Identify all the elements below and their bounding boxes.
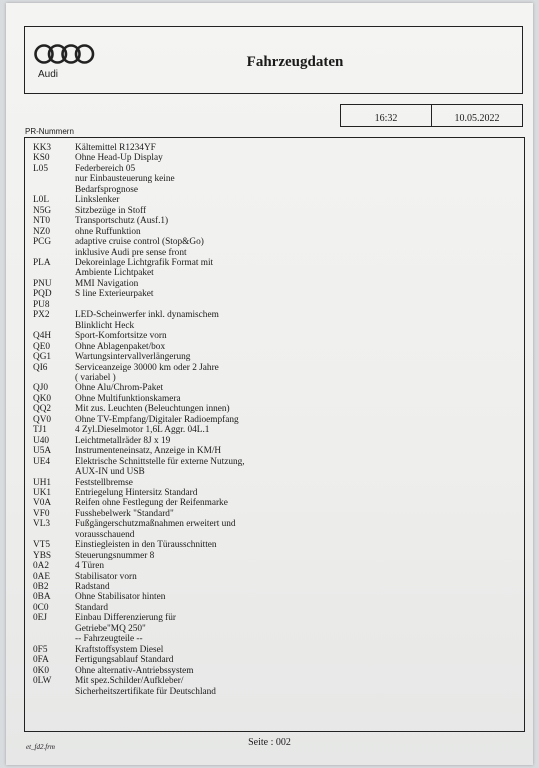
pr-code: VL3 [33, 519, 51, 530]
form-id: et_fd2.frm [26, 743, 55, 751]
list-item [33, 655, 518, 665]
list-item [33, 436, 518, 446]
pr-description: MMI Navigation [75, 278, 139, 289]
pr-code [33, 624, 75, 634]
pr-description: Ohne Multifunktionskamera [75, 393, 181, 404]
pr-code: 0C0 [33, 602, 49, 613]
print-date: 10.05.2022 [431, 105, 522, 126]
pr-rows [33, 143, 518, 697]
list-item [33, 258, 518, 268]
pr-description: Federbereich 05 [75, 163, 136, 174]
list-item [33, 289, 518, 299]
pr-code: KS0 [33, 153, 50, 164]
timestamp-box [340, 104, 523, 127]
pr-code: 0EJ [33, 613, 47, 624]
pr-code [33, 687, 75, 697]
pr-code: NT0 [33, 216, 51, 227]
pr-code: 0A2 [33, 561, 50, 572]
list-item [33, 509, 518, 519]
pr-description: Instrumenteneinsatz, Anzeige in KM/H [75, 446, 222, 457]
list-item [33, 331, 518, 341]
pr-code: QK0 [33, 393, 52, 404]
pr-code: 0B2 [33, 582, 49, 593]
pr-code: 0AE [33, 571, 51, 582]
list-item [33, 530, 518, 540]
list-item [33, 603, 518, 613]
list-item [33, 153, 518, 163]
pr-code: NZ0 [33, 226, 51, 237]
pr-description: Sitzbezüge in Stoff [75, 205, 147, 216]
pr-code: 0LW [33, 676, 52, 687]
pr-code [33, 634, 75, 644]
list-item [33, 206, 518, 216]
list-item [33, 363, 518, 373]
pr-description: Fusshebelwerk "Standard" [75, 508, 174, 519]
pr-description: Dekoreinlage Lichtgrafik Format mit [75, 257, 214, 268]
list-item [33, 216, 518, 226]
pr-description: Sport-Komfortsitze vorn [75, 331, 167, 342]
pr-code: QJ0 [33, 383, 48, 394]
pr-description: Standard [75, 602, 109, 613]
pr-description: Mit zus. Leuchten (Beleuchtungen innen) [75, 404, 230, 415]
pr-code [33, 530, 75, 540]
pr-description: Serviceanzeige 30000 km oder 2 Jahre [75, 362, 219, 373]
list-item [33, 174, 518, 184]
pr-code: U40 [33, 435, 50, 446]
pr-description: Mit spez.Schilder/Aufkleber/ [75, 676, 184, 687]
pr-code [33, 174, 75, 184]
list-item [33, 457, 518, 467]
pr-code: QG1 [33, 352, 52, 363]
pr-code: PQD [33, 289, 52, 300]
pr-code [33, 185, 75, 195]
list-item [33, 195, 518, 205]
list-item [33, 143, 518, 153]
pr-description: Entriegelung Hintersitz Standard [75, 487, 198, 498]
pr-description: 4 Zyl.Dieselmotor 1,6L Aggr. 04L.1 [75, 425, 210, 436]
pr-description: AUX-IN und USB [75, 467, 145, 478]
list-item [33, 352, 518, 362]
list-item [33, 488, 518, 498]
list-item [33, 383, 518, 393]
pr-code: UH1 [33, 477, 52, 488]
pr-code: L0L [33, 195, 50, 206]
pr-description: Radstand [75, 582, 110, 593]
list-item [33, 645, 518, 655]
list-item [33, 268, 518, 278]
pr-code: QQ2 [33, 404, 52, 415]
pr-description: Elektrische Schnittstelle für externe Nutzung, [75, 456, 245, 467]
pr-description: Transportschutz (Ausf.1) [75, 216, 169, 227]
list-item [33, 279, 518, 289]
list-item [33, 498, 518, 508]
pr-code: 0F5 [33, 644, 48, 655]
pr-description: ( variabel ) [75, 372, 116, 383]
pr-description: Ohne Ablagenpaket/box [75, 341, 166, 352]
pr-description: -- Fahrzeugteile -- [75, 634, 143, 645]
header-box [24, 26, 523, 94]
list-item [33, 624, 518, 634]
pr-number-list [24, 137, 525, 732]
pr-code: PCG [33, 237, 52, 248]
list-item [33, 613, 518, 623]
pr-description: adaptive cruise control (Stop&Go) [75, 237, 204, 248]
section-label: PR-Nummern [25, 127, 74, 136]
pr-code: PNU [33, 278, 52, 289]
pr-description: Stabilisator vorn [75, 571, 137, 582]
pr-code: PX2 [33, 310, 50, 321]
pr-description [75, 300, 518, 310]
pr-description: Linkslenker [75, 195, 120, 206]
list-item [33, 478, 518, 488]
pr-code [33, 467, 75, 477]
pr-description: ohne Ruffunktion [75, 226, 141, 237]
pr-description: Bedarfsprognose [75, 184, 138, 195]
list-item [33, 446, 518, 456]
pr-description: Ambiente Lichtpaket [75, 268, 154, 279]
pr-code: TJ1 [33, 425, 47, 436]
pr-description: Ohne TV-Empfang/Digitaler Radioempfang [75, 414, 239, 425]
pr-description: Ohne Head-Up Display [75, 153, 163, 164]
pr-description: Steuerungsnummer 8 [75, 550, 155, 561]
list-item [33, 561, 518, 571]
list-item [33, 425, 518, 435]
pr-code [33, 321, 75, 331]
pr-code: VT5 [33, 540, 51, 551]
pr-description: inklusive Audi pre sense front [75, 247, 187, 258]
pr-description: 4 Türen [75, 561, 105, 572]
list-item [33, 300, 518, 310]
document-title: Fahrzeugdaten [246, 54, 344, 70]
pr-code: QE0 [33, 341, 51, 352]
pr-description: Ohne Alu/Chrom-Paket [75, 383, 164, 394]
pr-code [33, 248, 75, 258]
pr-code: 0FA [33, 655, 49, 666]
pr-description: Ohne alternativ-Antriebssystem [75, 665, 194, 676]
list-item [33, 248, 518, 258]
list-item [33, 321, 518, 331]
list-item [33, 666, 518, 676]
list-item [33, 519, 518, 529]
print-time: 16:32 [374, 113, 398, 124]
pr-description: Einbau Differenzierung für [75, 613, 177, 624]
list-item [33, 394, 518, 404]
pr-code: KK3 [33, 143, 52, 153]
pr-description: Sicherheitszertifikate für Deutschland [75, 686, 216, 697]
list-item [33, 582, 518, 592]
list-item [33, 310, 518, 320]
audi-logo [33, 43, 103, 83]
list-item [33, 572, 518, 582]
list-item [33, 373, 518, 383]
pr-description: nur Einbausteuerung keine [75, 174, 175, 185]
pr-description: Leichtmetallräder 8J x 19 [75, 435, 171, 446]
pr-description: vorausschauend [75, 529, 135, 540]
pr-description: Kältemittel R1234YF [75, 143, 156, 153]
list-item [33, 467, 518, 477]
page-number: Seite : 002 [248, 737, 291, 748]
pr-description: Kraftstoffsystem Diesel [75, 644, 164, 655]
pr-description: S line Exterieurpaket [75, 289, 154, 300]
pr-description: Fußgängerschutzmaßnahmen erweitert und [75, 519, 236, 530]
pr-code: VF0 [33, 508, 50, 519]
pr-description: Wartungsintervallverlängerung [75, 352, 191, 363]
pr-code: UK1 [33, 487, 52, 498]
list-item [33, 164, 518, 174]
list-item [33, 676, 518, 686]
pr-description: Einstiegleisten in den Türausschnitten [75, 540, 217, 551]
pr-code: YBS [33, 550, 52, 561]
pr-description: Reifen ohne Festlegung der Reifenmarke [75, 498, 228, 509]
list-item [33, 415, 518, 425]
audi-rings-icon [33, 43, 103, 65]
list-item [33, 592, 518, 602]
pr-code: V0A [33, 498, 52, 509]
pr-code [33, 373, 75, 383]
list-item [33, 634, 518, 644]
pr-description: Feststellbremse [75, 477, 133, 488]
pr-code: UE4 [33, 456, 51, 467]
pr-code: PU8 [33, 299, 50, 310]
list-item [33, 185, 518, 195]
pr-code: Q4H [33, 331, 52, 342]
pr-code: L05 [33, 163, 48, 174]
pr-code: PLA [33, 257, 51, 268]
pr-code: 0BA [33, 592, 51, 603]
list-item [33, 227, 518, 237]
pr-code: QV0 [33, 414, 52, 425]
pr-description: Blinklicht Heck [75, 320, 135, 331]
brand-name: Audi [38, 69, 59, 80]
pr-code: QI6 [33, 362, 48, 373]
pr-description: LED-Scheinwerfer inkl. dynamischem [75, 310, 219, 321]
pr-description: Fertigungsablauf Standard [75, 655, 174, 666]
list-item [33, 342, 518, 352]
pr-description: Getriebe"MQ 250" [75, 623, 146, 634]
list-item [33, 237, 518, 247]
pr-code [33, 268, 75, 278]
list-item [33, 404, 518, 414]
list-item [33, 551, 518, 561]
pr-description: Ohne Stabilisator hinten [75, 592, 166, 603]
list-item [33, 540, 518, 550]
pr-code: 0K0 [33, 665, 50, 676]
pr-code: N5G [33, 205, 52, 216]
document-page [6, 3, 533, 765]
pr-code: U5A [33, 446, 52, 457]
list-item [33, 687, 518, 697]
